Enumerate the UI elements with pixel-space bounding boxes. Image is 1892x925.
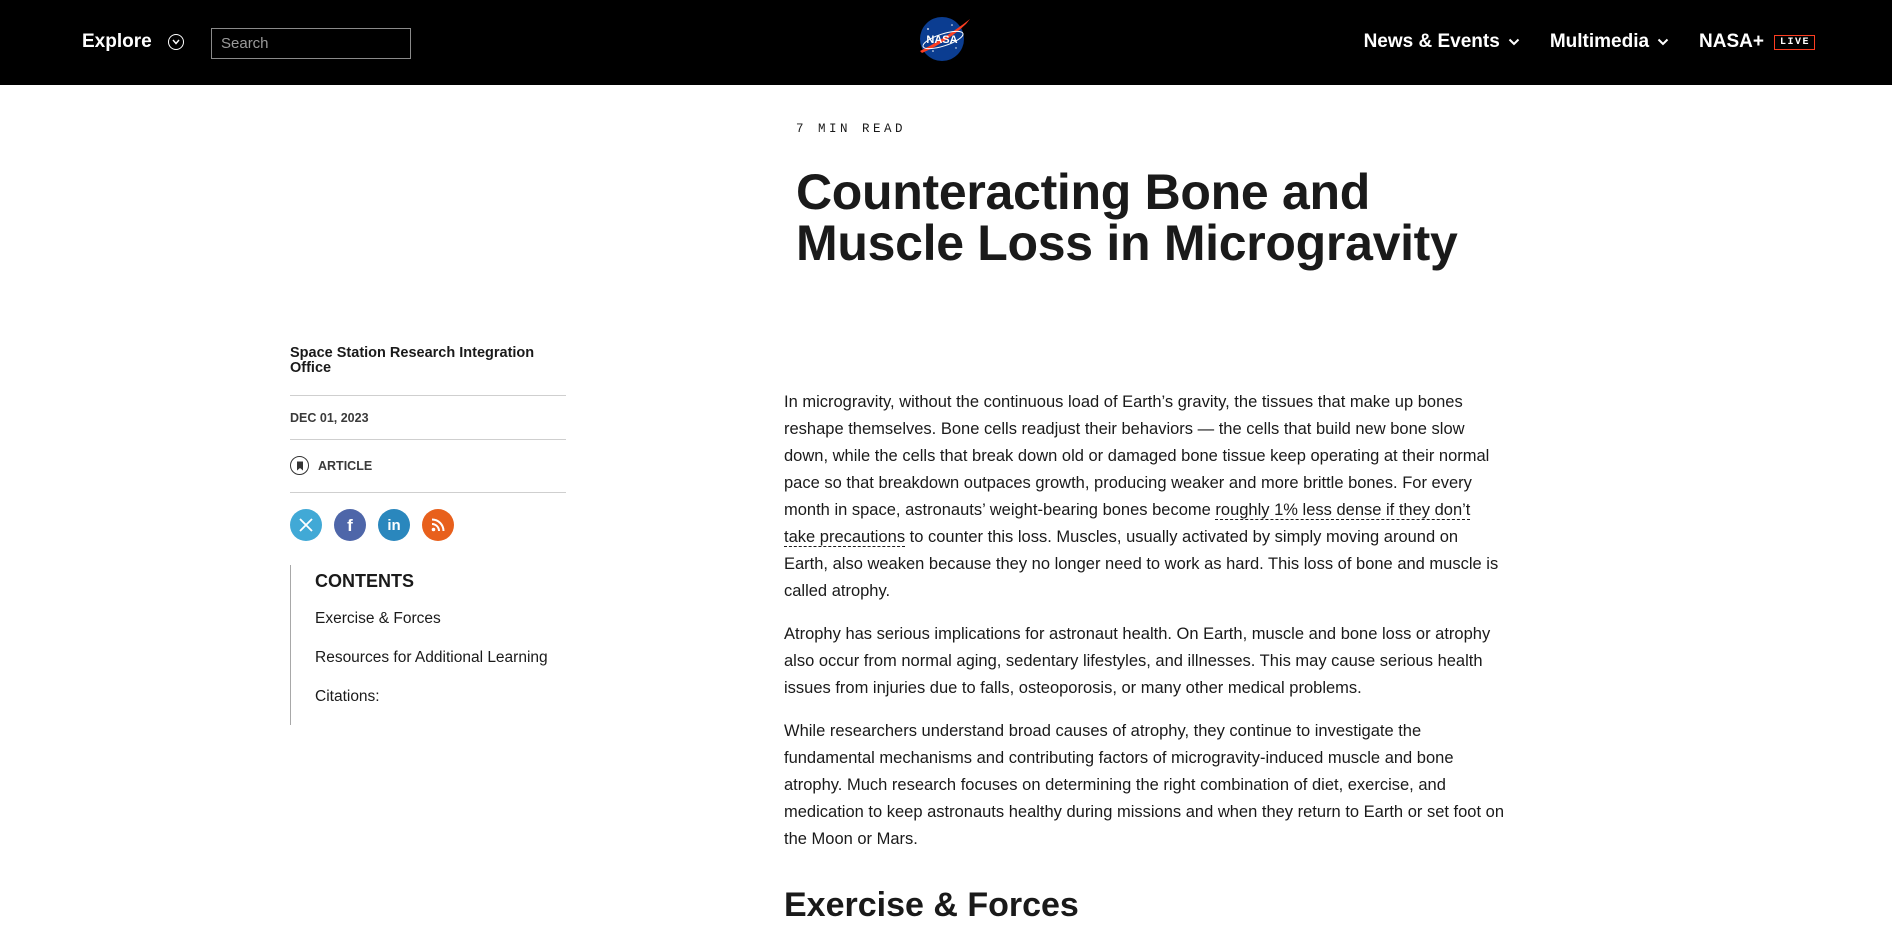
toc-link-exercise-forces[interactable]: Exercise & Forces [315,610,441,627]
share-links [290,493,566,541]
article-body [784,389,1504,869]
read-time: 7 MIN READ [796,122,907,136]
paragraph-intro-text: In microgravity, without the continuous load of Earth’s gravity, the tissues that make up bones reshape themselves. Bone cells readjust their behaviors — the cells that build new bone slow down, while the cells that break down old or damaged bone tissue keep operating at their normal pace so that breakdown outpaces growth, producing weaker and more brittle bones. For every month in space, astronauts’ weight-bearing bones become [784,393,1490,519]
paragraph-intro-text-end: to counter this loss. Muscles, usually activated by simply moving around on Earth, also weaken because they no longer need to work as hard. This loss of bone and muscle is called atrophy. [784,528,1499,600]
explore-label: Explore [82,31,152,52]
x-twitter-share-icon[interactable] [290,509,322,541]
bookmark-icon [290,456,309,475]
nav-multimedia-label: Multimedia [1549,31,1650,52]
paragraph-implications: Atrophy has serious implications for astronaut health. On Earth, muscle and bone loss or atrophy also occur from normal aging, sedentary lifestyles, and illnesses. This may cause serious health issues from injuries due to falls, osteoporosis, or many other medical problems. [784,625,1491,697]
facebook-share-icon[interactable] [334,509,366,541]
bone-density-link[interactable]: roughly 1% less dense if they don’t take precautions [784,501,1471,546]
publish-date: DEC 01, 2023 [290,396,566,440]
chevron-down-circle-icon [168,34,184,50]
paragraph-research: While researchers understand broad causes of atrophy, they continue to investigate the fundamental mechanisms and contributing factors of microgravity-induced muscle and bone atrophy. Much research focuses on determining the right combination of diet, exercise, and medication to keep astronauts healthy during missions and when they return to Earth or set foot on the Moon or Mars. [784,722,1504,848]
toc-link-citations[interactable]: Citations: [315,688,380,705]
live-badge: LIVE [1774,35,1815,50]
toc-link-resources[interactable]: Resources for Additional Learning [315,649,548,666]
nav-nasa-plus-label: NASA+ [1699,31,1764,52]
chevron-down-icon [1657,38,1669,46]
paragraph-intro [784,389,1504,605]
svg-text:in: in [387,517,401,533]
content-type-label: ARTICLE [318,458,373,473]
search-input[interactable] [211,28,411,59]
svg-text:f: f [347,516,353,534]
toc-title: CONTENTS [315,571,414,591]
section-heading-exercise-forces: Exercise & Forces [784,886,1079,924]
top-navigation-bar [0,0,1892,85]
nav-news-events[interactable] [1364,31,1520,53]
nav-multimedia[interactable] [1550,31,1669,53]
chevron-down-icon [1508,38,1520,46]
nav-news-events-label: News & Events [1363,31,1500,52]
article-sidebar [290,346,566,725]
nav-nasa-plus[interactable] [1699,31,1815,53]
page-title: Counteracting Bone and Muscle Loss in Microgravity [796,164,1458,271]
author-name: Space Station Research Integration Office [290,346,566,396]
nasa-logo[interactable] [916,13,974,63]
explore-menu-button[interactable] [82,31,184,53]
linkedin-share-icon[interactable] [378,509,410,541]
content-type [290,440,566,493]
table-of-contents [290,565,566,725]
rss-feed-icon[interactable] [422,509,454,541]
primary-nav [1364,31,1815,53]
nasa-logo-text: NASA [926,34,958,46]
